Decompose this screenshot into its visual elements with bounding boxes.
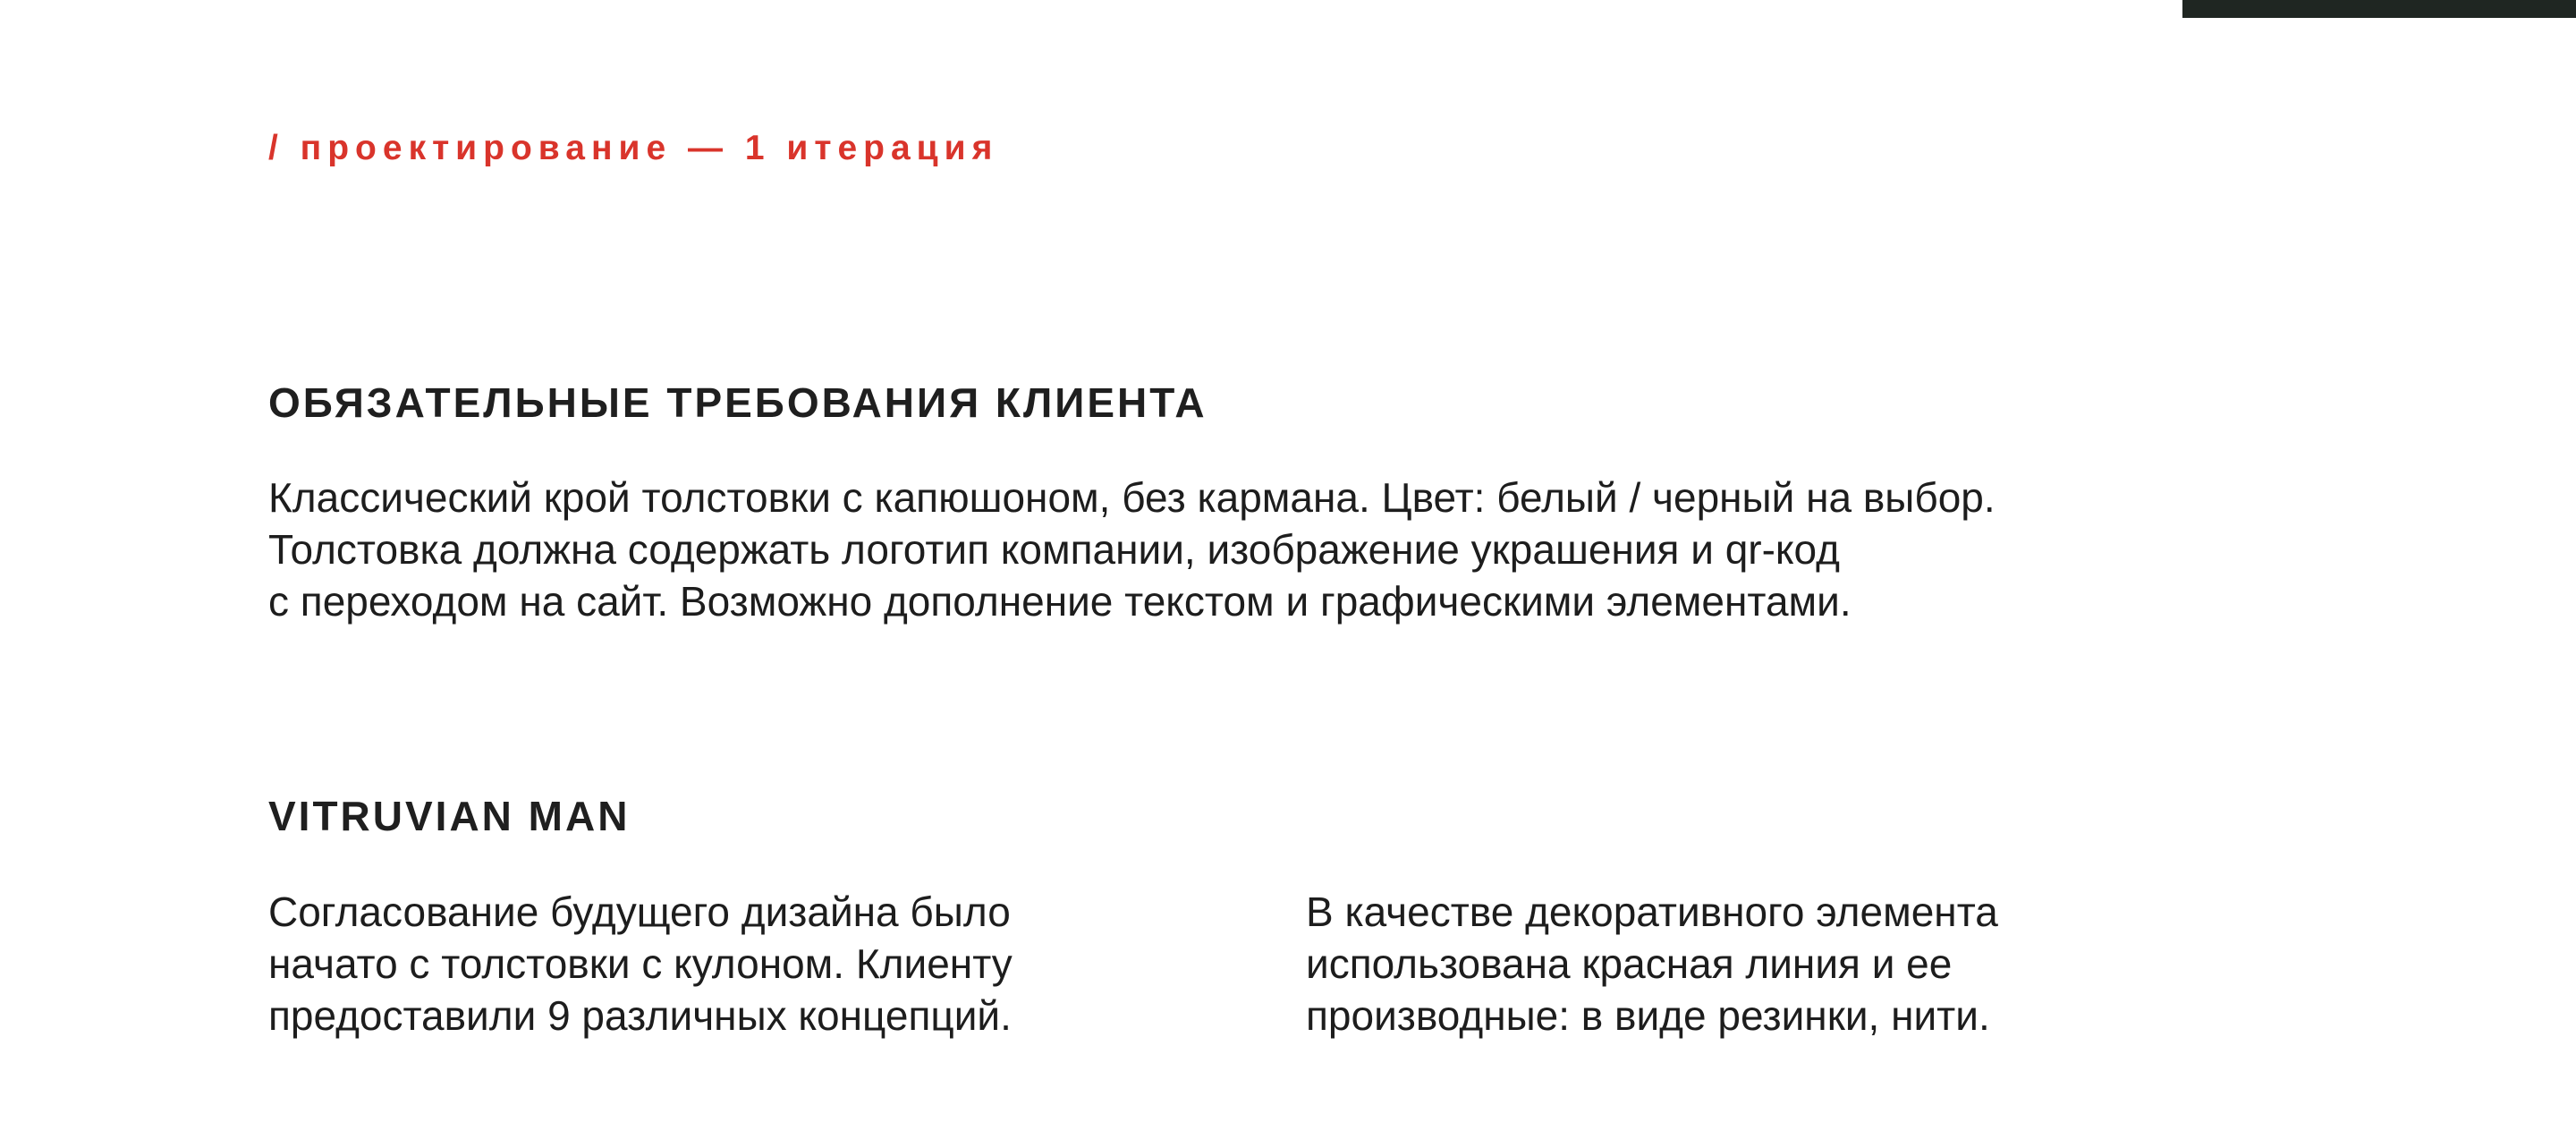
requirements-line: с переходом на сайт. Возможно дополнение текстом и графическими элементами. — [268, 578, 1852, 625]
vitruvian-right-text — [1306, 886, 1998, 1042]
vitruvian-left-line: предоставили 9 различных концепций. — [268, 992, 1012, 1039]
requirements-line: Классический крой толстовки с капюшоном, без кармана. Цвет: белый / черный на выбор. — [268, 474, 1996, 521]
vitruvian-right-line: В качестве декоративного элемента — [1306, 889, 1998, 935]
vitruvian-right-line: производные: в виде резинки, нити. — [1306, 992, 1990, 1039]
requirements-line: Толстовка должна содержать логотип компании, изображение украшения и qr-код — [268, 526, 1840, 573]
corner-decor-bar — [2182, 0, 2576, 18]
vitruvian-left-line: начато с толстовки с кулоном. Клиенту — [268, 940, 1013, 987]
vitruvian-left-text — [268, 886, 1013, 1042]
vitruvian-right-line: использована красная линия и ее — [1306, 940, 1953, 987]
requirements-heading: ОБЯЗАТЕЛЬНЫЕ ТРЕБОВАНИЯ КЛИЕНТА — [268, 379, 1208, 426]
requirements-text — [268, 472, 1996, 627]
vitruvian-heading: VITRUVIAN MAN — [268, 793, 631, 839]
vitruvian-left-line: Согласование будущего дизайна было — [268, 889, 1011, 935]
section-label: / проектирование — 1 итерация — [268, 129, 999, 167]
